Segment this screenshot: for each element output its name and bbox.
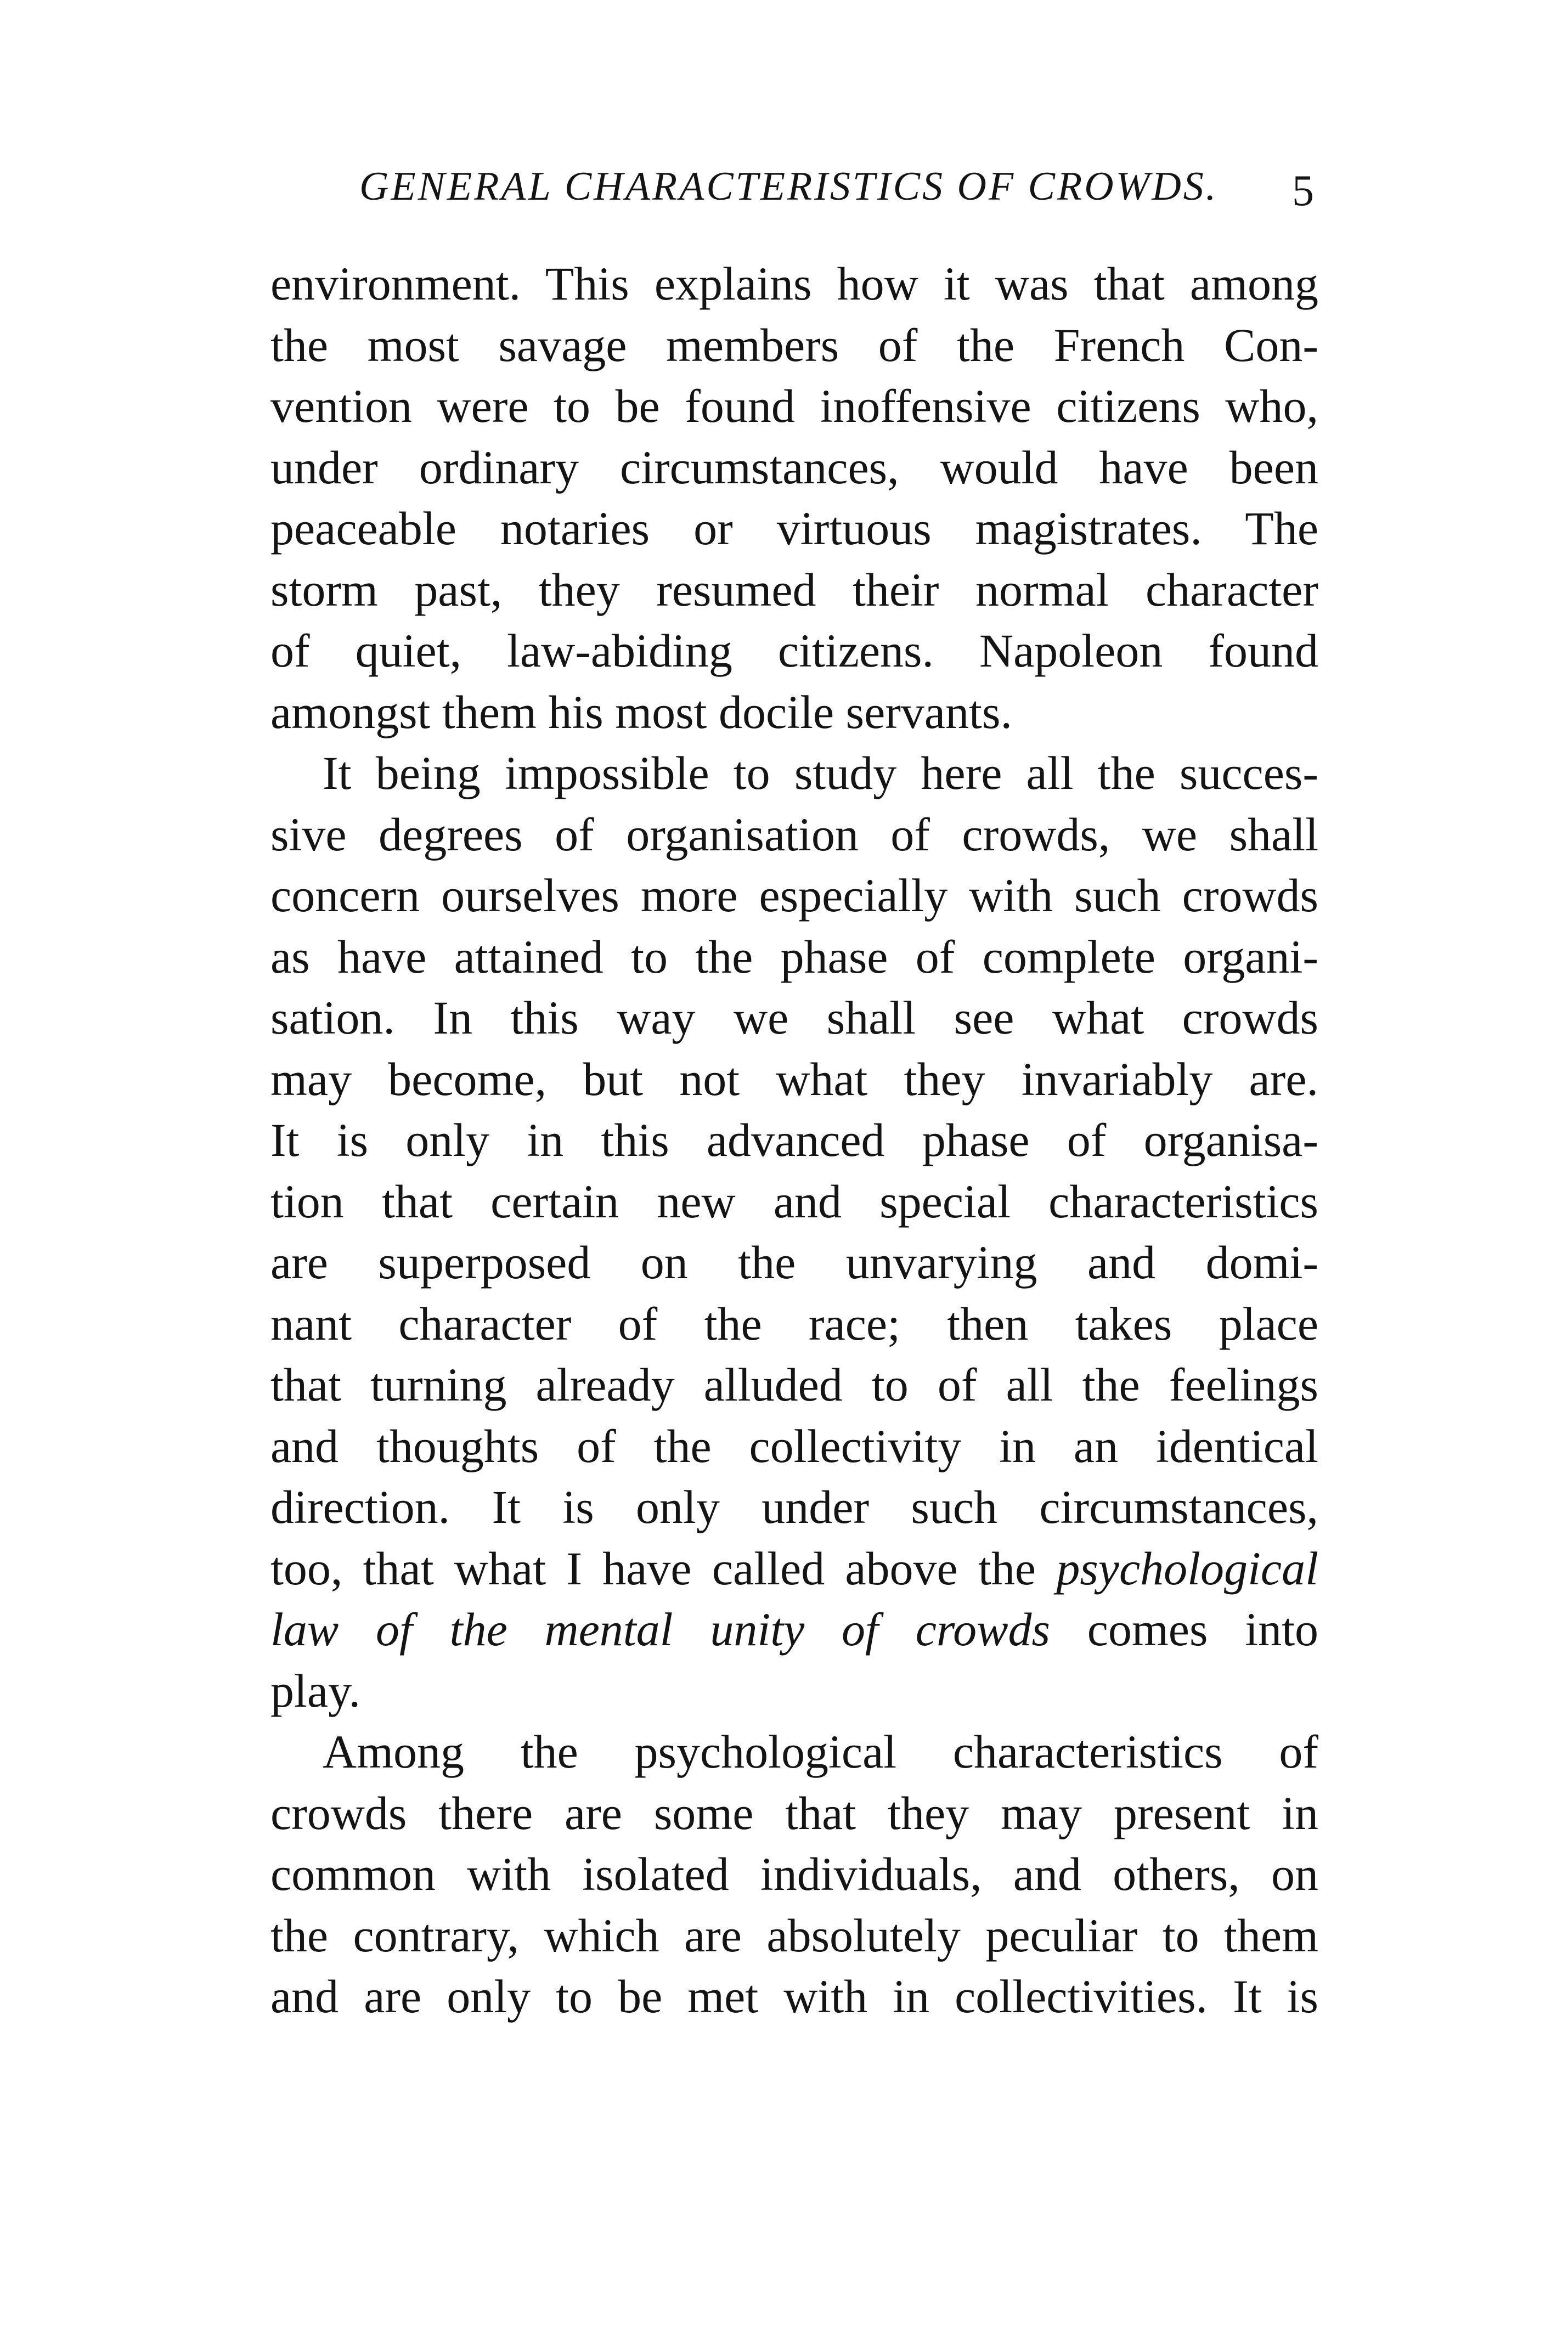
text-line: crowds there are some that they may present in bbox=[270, 1786, 1318, 1839]
text-run: comes into bbox=[1050, 1603, 1318, 1656]
text-line: are superposed on the unvarying and domi- bbox=[270, 1236, 1318, 1289]
text-line: amongst them his most docile servants. bbox=[270, 685, 1012, 738]
text-line: sation. In this way we shall see what crowds bbox=[270, 991, 1318, 1044]
text-line: and thoughts of the collectivity in an identical bbox=[270, 1419, 1318, 1472]
page-number: 5 bbox=[1292, 167, 1314, 215]
text-line: sive degrees of organisation of crowds, we shall bbox=[270, 808, 1318, 861]
text-line: that turning already alluded to of all the feelings bbox=[270, 1358, 1318, 1411]
text-line: tion that certain new and special characteristics bbox=[270, 1175, 1318, 1228]
text-line: direction. It is only under such circumstances, bbox=[270, 1481, 1318, 1533]
text-line: concern ourselves more especially with such crowds bbox=[270, 869, 1318, 922]
text-line: and are only to be met with in collectivities. It is bbox=[270, 1970, 1318, 2023]
text-line: Among the psychological characteristics of bbox=[323, 1725, 1318, 1778]
text-line: common with isolated individuals, and others, on bbox=[270, 1848, 1318, 1900]
text-line: environment. This explains how it was that among bbox=[270, 257, 1318, 310]
text-line: vention were to be found inoffensive citizens who, bbox=[270, 380, 1318, 432]
text-line: of quiet, law-abiding citizens. Napoleon found bbox=[270, 624, 1318, 677]
text-line: may become, but not what they invariably are. bbox=[270, 1052, 1318, 1105]
text-line bbox=[270, 1538, 1318, 1600]
text-line: It is only in this advanced phase of organisa- bbox=[270, 1114, 1318, 1166]
paragraph-2 bbox=[270, 743, 1318, 1721]
text-line bbox=[270, 1599, 1318, 1661]
paragraph-3 bbox=[270, 1721, 1318, 2028]
text-line: peaceable notaries or virtuous magistrates. The bbox=[270, 502, 1318, 555]
body-text bbox=[270, 253, 1318, 2028]
italic-term: law of the mental unity of crowds bbox=[270, 1603, 1050, 1656]
text-line: the contrary, which are absolutely peculiar to them bbox=[270, 1909, 1318, 1962]
paragraph-1 bbox=[270, 253, 1318, 743]
text-line: It being impossible to study here all the succes- bbox=[323, 747, 1318, 799]
text-line: under ordinary circumstances, would have been bbox=[270, 441, 1318, 494]
text-line: as have attained to the phase of complete organi- bbox=[270, 930, 1318, 983]
text-line: storm past, they resumed their normal character bbox=[270, 563, 1318, 616]
text-line: the most savage members of the French Con- bbox=[270, 318, 1318, 371]
running-title: GENERAL CHARACTERISTICS OF CROWDS. bbox=[359, 164, 1219, 209]
text-line: nant character of the race; then takes place bbox=[270, 1297, 1318, 1350]
text-run: too, that what I have called above the bbox=[270, 1542, 1057, 1595]
italic-term: psychological bbox=[1056, 1542, 1318, 1595]
running-head bbox=[272, 156, 1314, 217]
text-line: play. bbox=[270, 1664, 360, 1717]
